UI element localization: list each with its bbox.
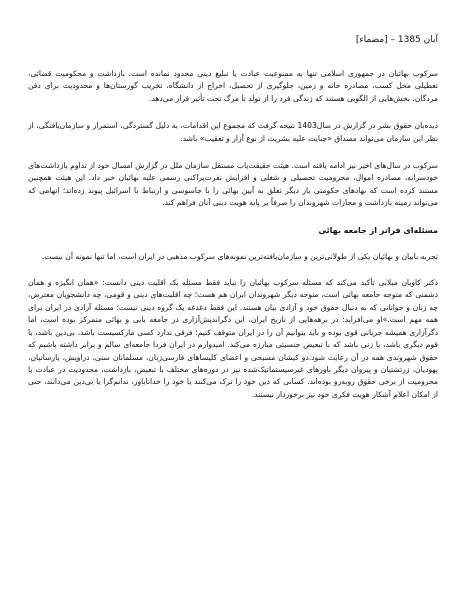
article	[28, 34, 438, 416]
paragraph-milani-quote: دکتر کاویان میلانی تأکید می‌کند که مسئله سرکوب بهائیان را نباید فقط مسئله یک اقلیت دینی دانست: «همان انگیزه و همان دشمنی که متوجه جامعه بهائی است، متوجه دیگر شهروندان ایران هم هست؛ چه اقلیت‌های دینی و قومی، چه دانشجویان معترض، چه زنان و جوانانی که به دنبال حقوق خود و آزادی بیان هستند. این فقط دغدغه یک گروه دینی نیست؛ مسئله آزادی در ایران برای همه مهم است.»او می‌افزاید: در برهه‌هایی از تاریخ ایران، این دگراندیش‌آزاری در جامعه بابی و بهائی متمرکز بوده است، اما دگرآزاری همیشه جریانی قوی بوده و باید بتوانیم آن را در ایران متوقف کنیم؛ فرقی ندارد کسی مارکسیست باشد، بی‌دین باشد، با قوم دیگری باشد، یا زنی باشد که با تبعیض جنسیتی مبارزه می‌کند. امیدوارم در ایران فردا جامعه‌ای سالم و برابر داشته باشیم که حقوق شهروندی همه در آن رعایت شود.دو کیشان مسیحی و اعضای کلیساهای فارسی‌زبان، مسلمانان سنی، دراویش، یارسانیان، یهودیان، زرتشتیان و پیروان دیگر باورهای غیرسیستماتیک‌شده نیز در دوره‌های مختلف با تبعیض، بازداشت، محدودیت در عبادت یا محرومیت از برخی حقوق روبه‌رو بوده‌اند. کسانی که دین خود را ترک می‌کنند یا خود را خداناباور، ندانم‌گرا یا بی‌دین می‌دانند، حتی از امکان اعلام آشکار هویت فکری خود نیز برخوردار نیستند.	[28, 278, 438, 399]
paragraph-hrw-report: دیده‌بان حقوق بشر در گزارش در سال1403 نتیجه گرفت که مجموع این اقدامات، به دلیل گستردگی، استمرار و سازمان‌یافتگی، از نظر این سازمان می‌تواند مصداق «جنایت علیه بشریت از نوع آزار و تعقیب» باشد.	[28, 121, 438, 143]
paragraph-bahai-experience: تجربه بابیان و بهائیان یکی از طولانی‌ترین و سازمان‌یافته‌ترین نمونه‌های سرکوب مذهبی در ایران است، اما تنها نمونه آن نیست.	[41, 251, 438, 261]
paragraph-un-mission: سرکوب در سال‌های اخیر نیز ادامه یافته است. هیئت حقیقت‌یاب مستقل سازمان ملل در گزارش امسال خود از تداوم بازداشت‌های خودسرانه، مصادره اموال، محرومیت تحصیلی و شغلی و افزایش نفرت‌پراکنی رسمی علیه بهائیان خبر داد. این هیئت همچنین مستند کرده است که نهادهای حکومتی بار دیگر تعلق به آیین بهائی را با جاسوسی و ارتباط با اسرائیل پیوند زده‌اند؛ اتهامی که می‌تواند زمینه بازداشت و مجازات شهروندان را صرفاً بر پایه هویت دینی آنان فراهم کند.	[28, 161, 438, 208]
dateline: آبان 1385 – [مضماء]	[355, 35, 438, 45]
section-heading: مسئله‌ای فراتر از جامعه بهائی	[318, 225, 438, 235]
paragraph-repression-overview: سرکوب بهائیان در جمهوری اسلامی تنها به ممنوعیت عبادت یا تبلیغ دینی محدود نمانده است. بازداشت و محکومیت قضائی، تعطیلی محل کسب، مصادره خانه و زمین، جلوگیری از تحصیل، اخراج از دانشگاه، تخریب گورستان‌ها و محدودیت برای دفن مردگان، بخش‌هایی از الگویی هستند که زندگی فرد را از تولد تا مرگ تحت تأثیر قرار می‌دهد.	[28, 69, 438, 103]
